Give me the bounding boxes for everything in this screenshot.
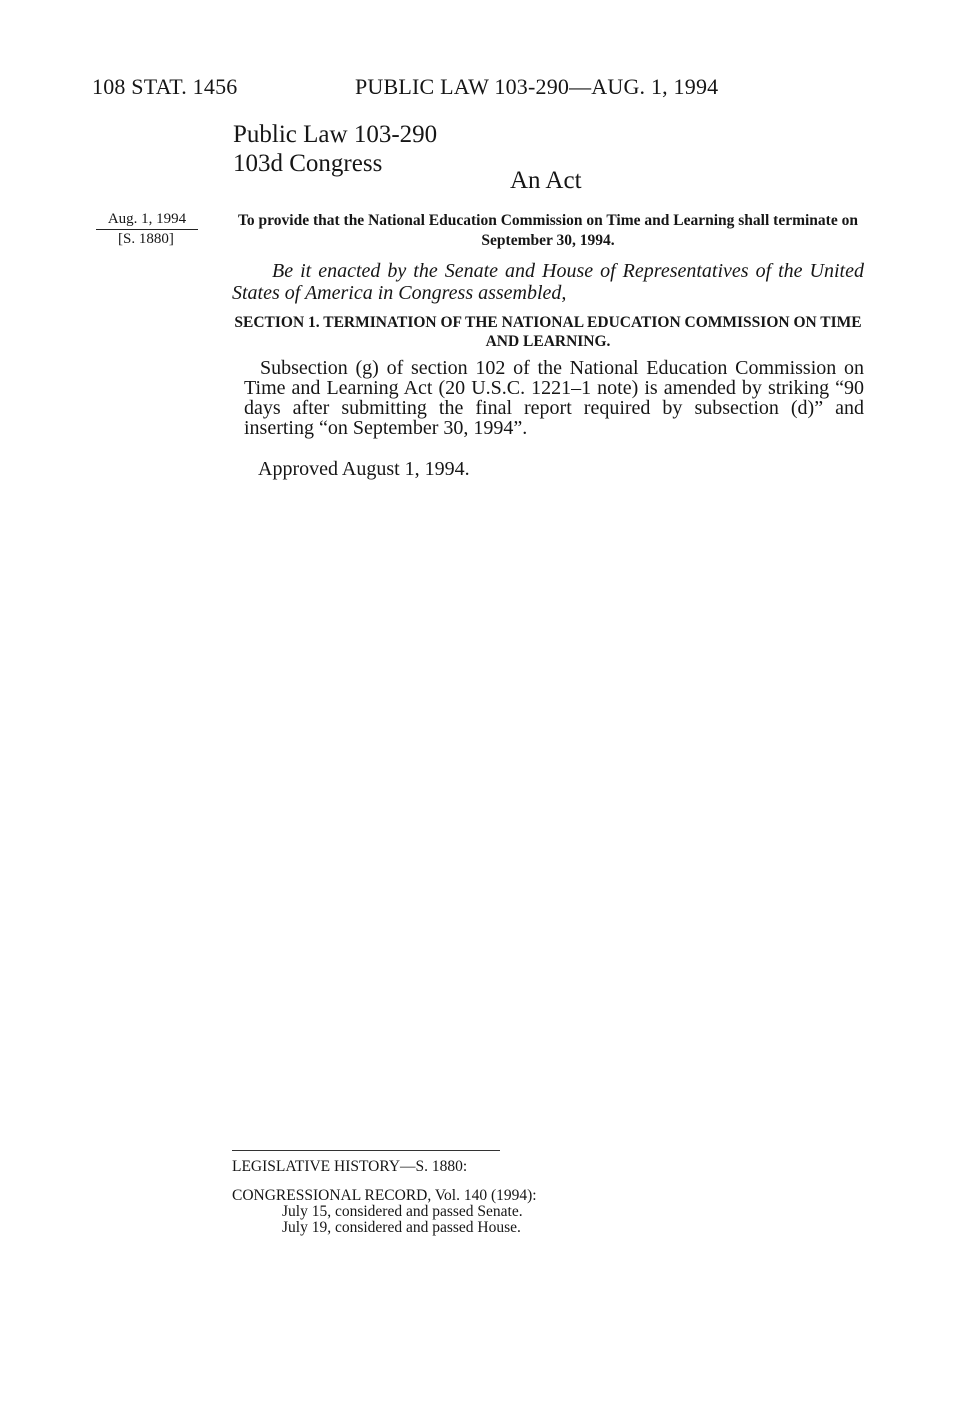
enacting-clause: Be it enacted by the Senate and House of Representatives of the United States of America in Congress assembled, <box>232 260 864 304</box>
footnote-divider <box>232 1150 500 1151</box>
section-heading: SECTION 1. TERMINATION OF THE NATIONAL EDUCATION COMMISSION ON TIME AND LEARNING. <box>234 314 862 350</box>
history-entry: July 19, considered and passed House. <box>282 1219 521 1236</box>
act-label: An Act <box>510 167 582 194</box>
public-law-number: Public Law 103-290 <box>233 121 438 148</box>
congress-number: 103d Congress <box>233 150 383 177</box>
legislative-history-heading: LEGISLATIVE HISTORY—S. 1880: <box>232 1158 468 1175</box>
section-body: Subsection (g) of section 102 of the National Education Commission on Time and Learning Act (20 U.S.C. 1221–1 note) is amended by striking “90 days after submitting the final report required by subsection (d)” and inserting “on September 30, 1994”. <box>244 357 864 439</box>
law-designation <box>233 120 437 178</box>
stat-page-citation: 108 STAT. 1456 <box>92 74 238 99</box>
margin-note-bill: [S. 1880] <box>118 231 174 247</box>
running-head-title: PUBLIC LAW 103-290—AUG. 1, 1994 <box>355 74 719 99</box>
history-entry: July 15, considered and passed Senate. <box>282 1203 523 1220</box>
long-title: To provide that the National Education Commission on Time and Learning shall terminate on September 30, 1994. <box>238 212 858 249</box>
congressional-record-citation: CONGRESSIONAL RECORD, Vol. 140 (1994): <box>232 1187 537 1204</box>
margin-note-date: Aug. 1, 1994 <box>96 211 198 230</box>
approval-date: Approved August 1, 1994. <box>258 458 470 480</box>
